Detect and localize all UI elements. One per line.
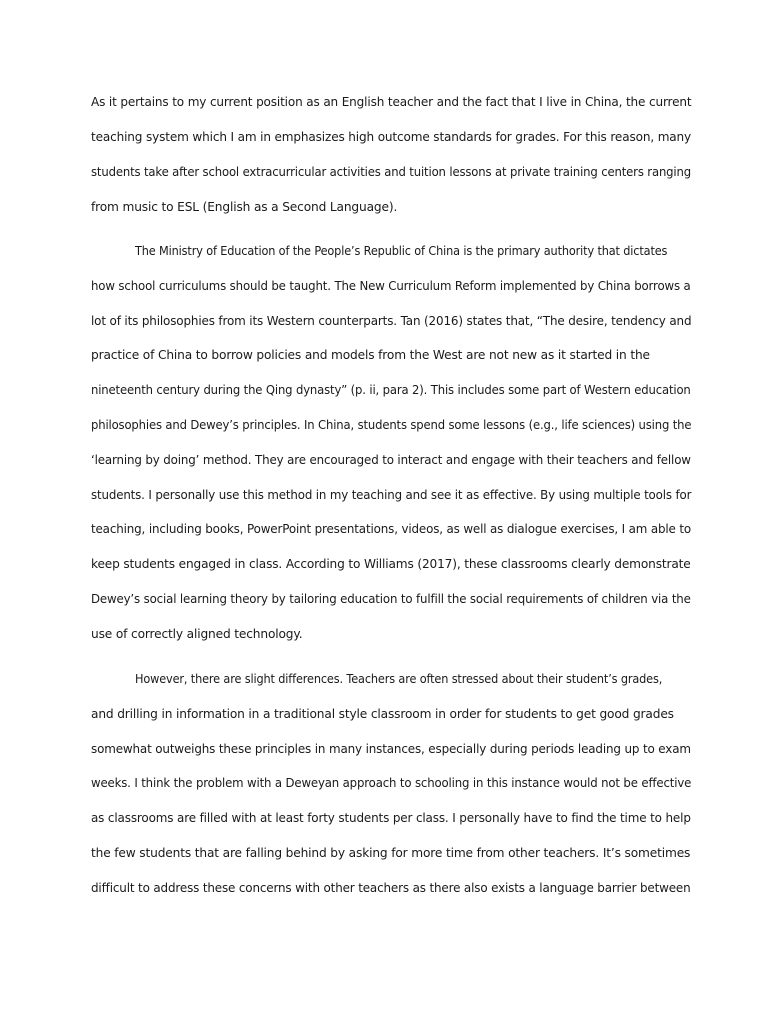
paragraph-3-line-5: as classrooms are filled with at least forty students per class. I personally have to find the time to help bbox=[91, 811, 691, 825]
paragraph-1-line-4: from music to ESL (English as a Second Language). bbox=[91, 200, 398, 214]
paragraph-2-line-4: practice of China to borrow policies and models from the West are not new as it started in the bbox=[91, 348, 650, 362]
paragraph-2-line-3: lot of its philosophies from its Western counterparts. Tan (2016) states that, “The desire, tendency and bbox=[91, 314, 692, 328]
paragraph-2-line-1: The Ministry of Education of the People’s Republic of China is the primary authority that dictates bbox=[135, 244, 668, 258]
paragraph-1-line-2: teaching system which I am in emphasizes high outcome standards for grades. For this reason, many bbox=[91, 130, 692, 144]
paragraph-2-line-5: nineteenth century during the Qing dynasty” (p. ii, para 2). This includes some part of Western education bbox=[91, 383, 691, 397]
paragraph-1-line-3: students take after school extracurricular activities and tuition lessons at private training centers ranging bbox=[91, 165, 692, 179]
paragraph-3-line-7: difficult to address these concerns with other teachers as there also exists a language barrier between bbox=[91, 881, 691, 895]
paragraph-3-line-6: the few students that are falling behind by asking for more time from other teachers. It’s sometimes bbox=[91, 846, 691, 860]
paragraph-3-line-2: and drilling in information in a traditional style classroom in order for students to get good grades bbox=[91, 707, 674, 721]
paragraph-2-line-6: philosophies and Dewey’s principles. In China, students spend some lessons (e.g., life sciences) using the bbox=[91, 418, 692, 432]
paragraph-2-line-7: ‘learning by doing’ method. They are encouraged to interact and engage with their teachers and fellow bbox=[91, 453, 691, 467]
paragraph-1-line-1: As it pertains to my current position as an English teacher and the fact that I live in China, the current bbox=[91, 95, 692, 109]
paragraph-2-line-11: Dewey’s social learning theory by tailoring education to fulfill the social requirements of children via the bbox=[91, 592, 691, 606]
paragraph-2-line-12: use of correctly aligned technology. bbox=[91, 627, 303, 641]
paragraph-3-line-1: However, there are slight differences. Teachers are often stressed about their student’s grades, bbox=[135, 672, 663, 686]
paragraph-2-line-9: teaching, including books, PowerPoint presentations, videos, as well as dialogue exercises, I am able to bbox=[91, 522, 691, 536]
paragraph-3-line-4: weeks. I think the problem with a Deweyan approach to schooling in this instance would not be effective bbox=[91, 776, 692, 790]
paragraph-2-line-8: students. I personally use this method in my teaching and see it as effective. By using multiple tools for bbox=[91, 488, 692, 502]
paragraph-3-line-3: somewhat outweighs these principles in many instances, especially during periods leading up to exam bbox=[91, 742, 691, 756]
paragraph-2-line-10: keep students engaged in class. According to Williams (2017), these classrooms clearly demonstrate bbox=[91, 557, 691, 571]
paragraph-2-line-2: how school curriculums should be taught. The New Curriculum Reform implemented by China borrows a bbox=[91, 279, 691, 293]
